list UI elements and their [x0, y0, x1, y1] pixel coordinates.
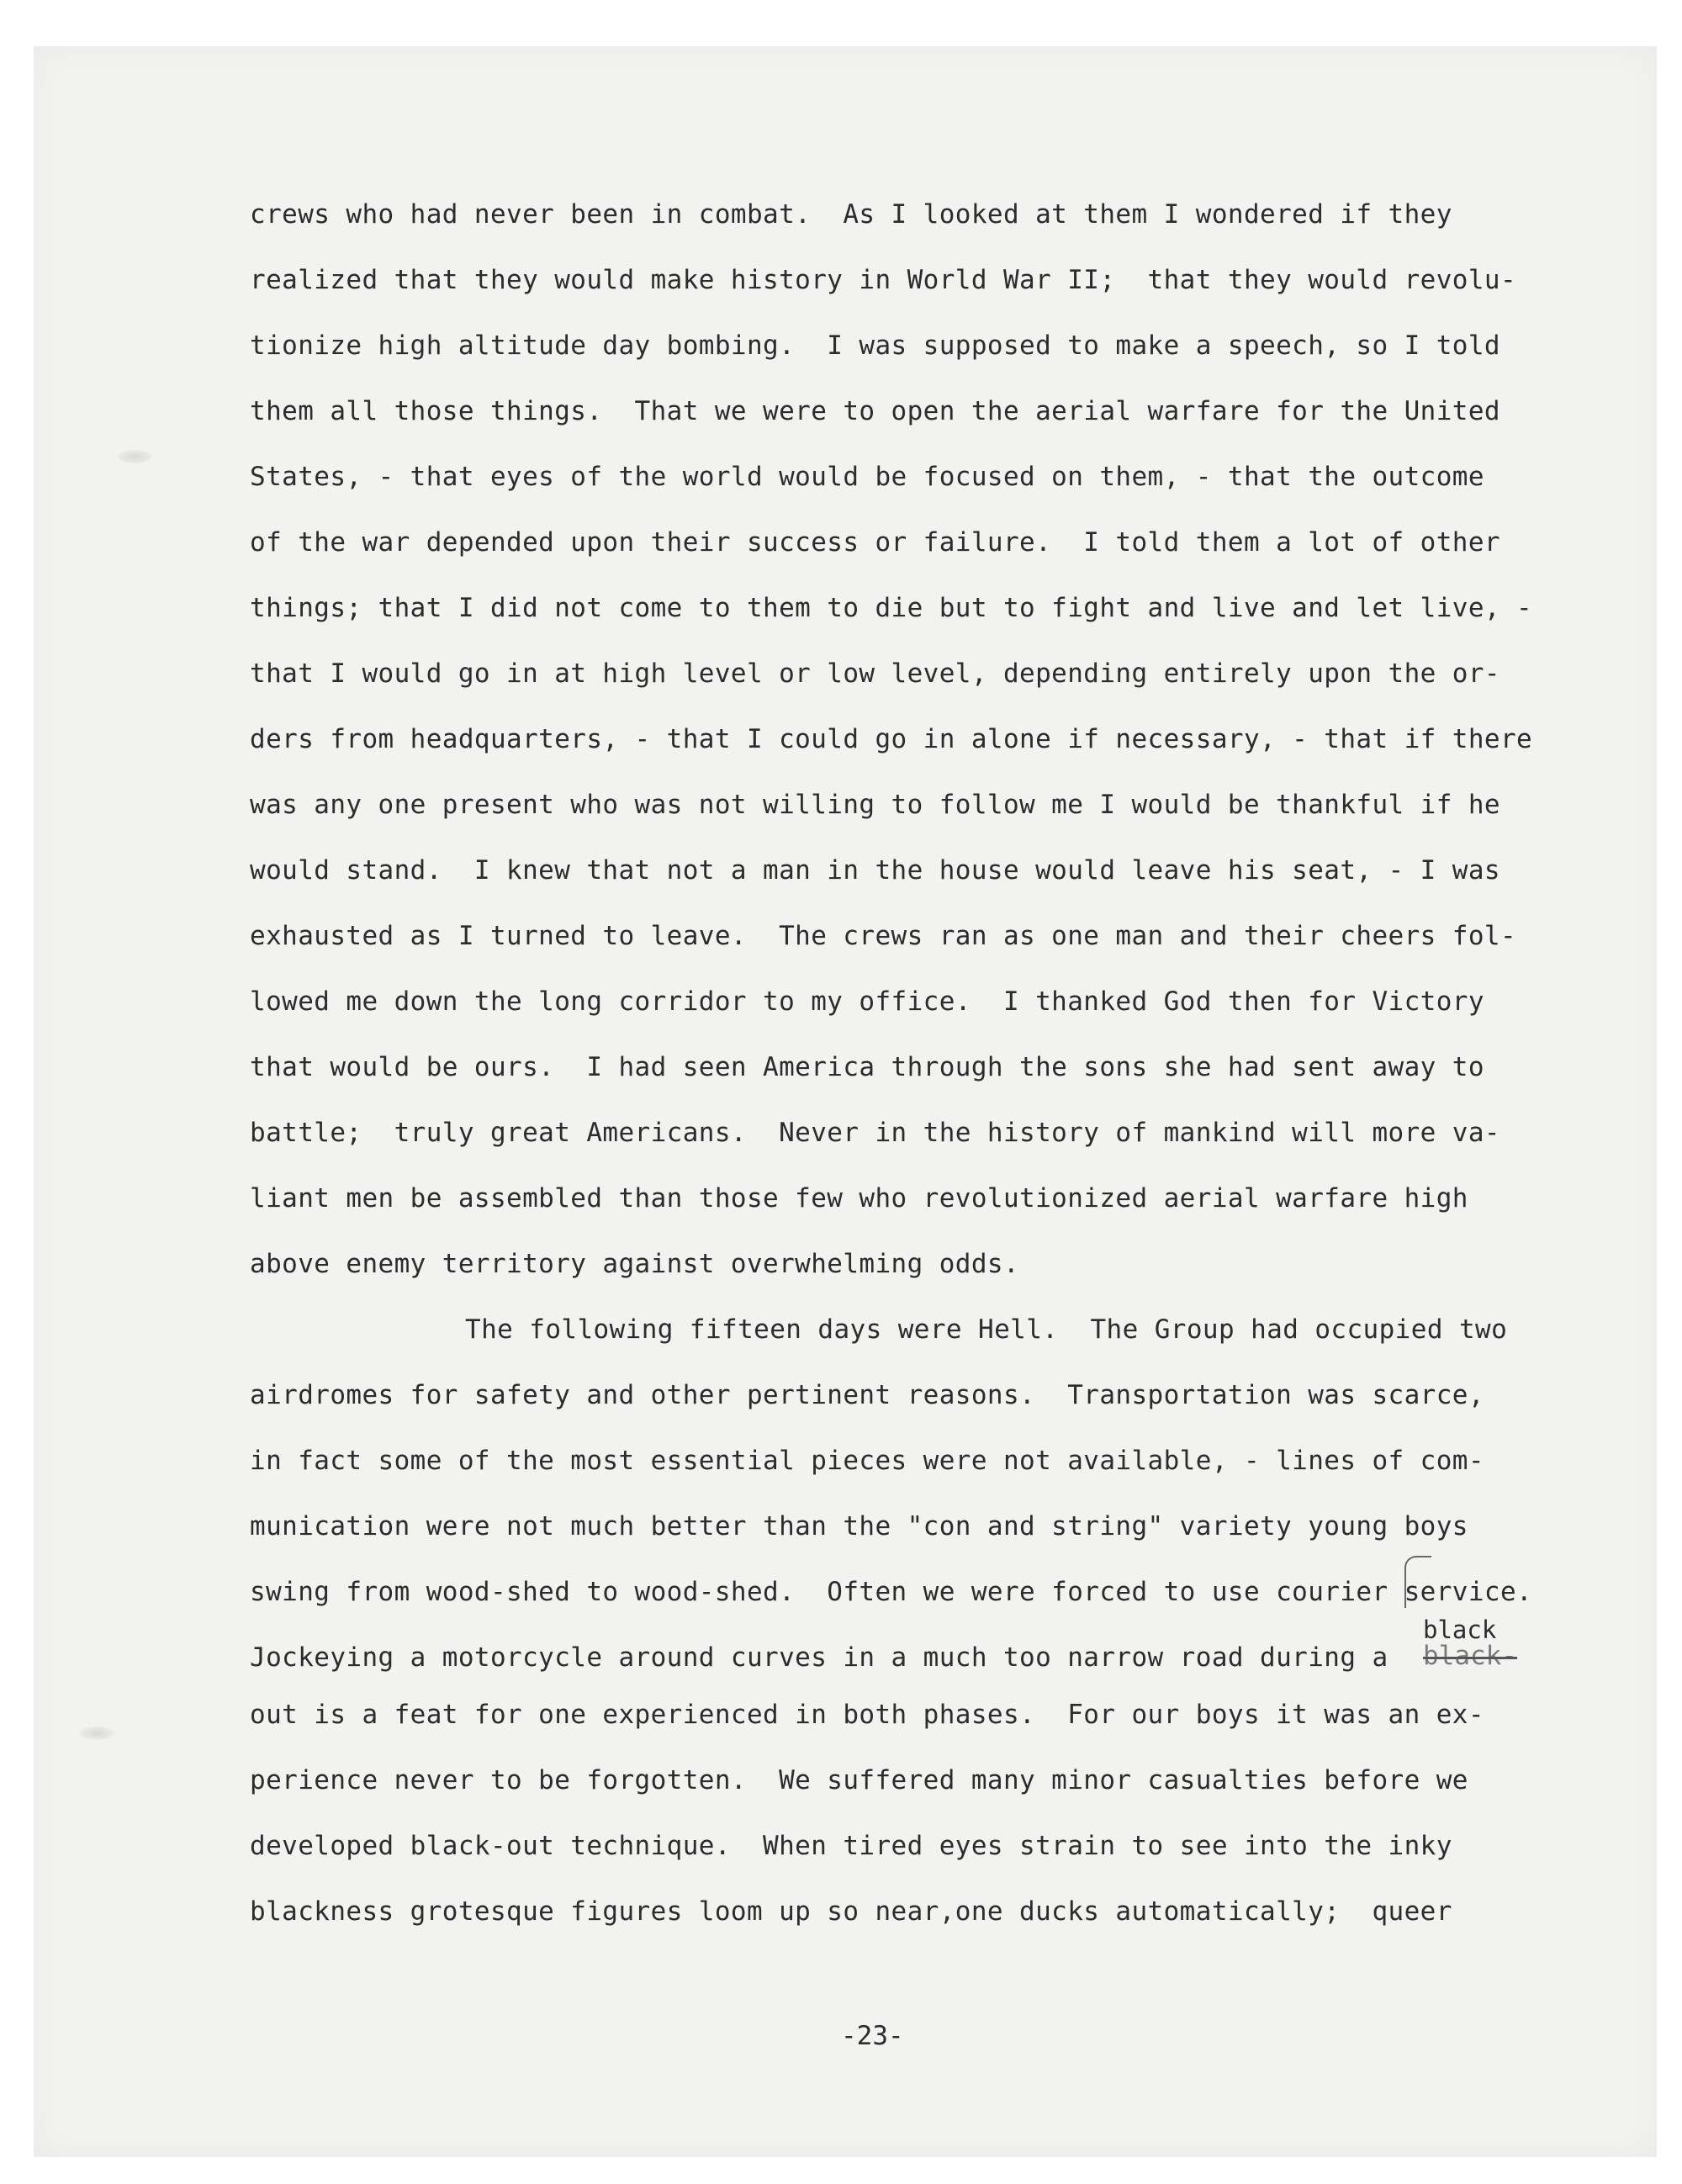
text-line: above enemy territory against overwhelming odds.: [250, 1249, 1020, 1279]
text-line: in fact some of the most essential pieces were not available, - lines of com-: [250, 1446, 1484, 1476]
text-line: of the war depended upon their success or failure. I told them a lot of other: [250, 527, 1500, 558]
text-line: crews who had never been in combat. As I looked at them I wondered if they: [250, 199, 1452, 230]
page-number: -23-: [841, 2021, 904, 2051]
text-line: realized that they would make history in World War II; that they would revolu-: [250, 265, 1517, 295]
struck-through-word: black-: [1423, 1641, 1517, 1671]
pencil-bracket-mark: [1404, 1556, 1431, 1608]
text-line: developed black-out technique. When tired eyes strain to see into the inky: [250, 1831, 1452, 1861]
text-line: States, - that eyes of the world would be focused on them, - that the outcome: [250, 462, 1484, 492]
text-line: tionize high altitude day bombing. I was supposed to make a speech, so I told: [250, 331, 1500, 361]
text-line: that would be ours. I had seen America through the sons she had sent away to: [250, 1052, 1484, 1082]
text-line: blackness grotesque figures loom up so near,one ducks automatically; queer: [250, 1896, 1452, 1927]
text-line: swing from wood-shed to wood-shed. Often we were forced to use courier service.: [250, 1577, 1533, 1607]
text-line: out is a feat for one experienced in both phases. For our boys it was an ex-: [250, 1700, 1484, 1730]
text-line: Jockeying a motorcycle around curves in a much too narrow road during a: [250, 1642, 1388, 1673]
punch-hole-lower: [80, 1727, 114, 1740]
text-line: munication were not much better than the "con and string" variety young boys: [250, 1511, 1468, 1541]
text-line: perience never to be forgotten. We suffered many minor casualties before we: [250, 1765, 1468, 1795]
text-line: was any one present who was not willing to follow me I would be thankful if he: [250, 790, 1500, 820]
text-line: things; that I did not come to them to die but to fight and live and let live, -: [250, 593, 1533, 623]
text-line: airdromes for safety and other pertinent reasons. Transportation was scarce,: [250, 1380, 1484, 1410]
text-line: lowed me down the long corridor to my office. I thanked God then for Victory: [250, 986, 1484, 1017]
text-line: them all those things. That we were to open the aerial warfare for the United: [250, 396, 1500, 426]
text-line: exhausted as I turned to leave. The crews ran as one man and their cheers fol-: [250, 921, 1517, 951]
paragraph-start-line: The following fifteen days were Hell. The Group had occupied two: [465, 1314, 1508, 1345]
text-line: ders from headquarters, - that I could go in alone if necessary, - that if there: [250, 724, 1533, 754]
interlinear-correction: black: [1423, 1616, 1497, 1644]
punch-hole-upper: [118, 450, 151, 463]
text-line: would stand. I knew that not a man in the house would leave his seat, - I was: [250, 855, 1500, 886]
text-line: that I would go in at high level or low level, depending entirely upon the or-: [250, 658, 1500, 689]
text-line: liant men be assembled than those few who revolutionized aerial warfare high: [250, 1183, 1468, 1214]
text-line: battle; truly great Americans. Never in the history of mankind will more va-: [250, 1118, 1500, 1148]
